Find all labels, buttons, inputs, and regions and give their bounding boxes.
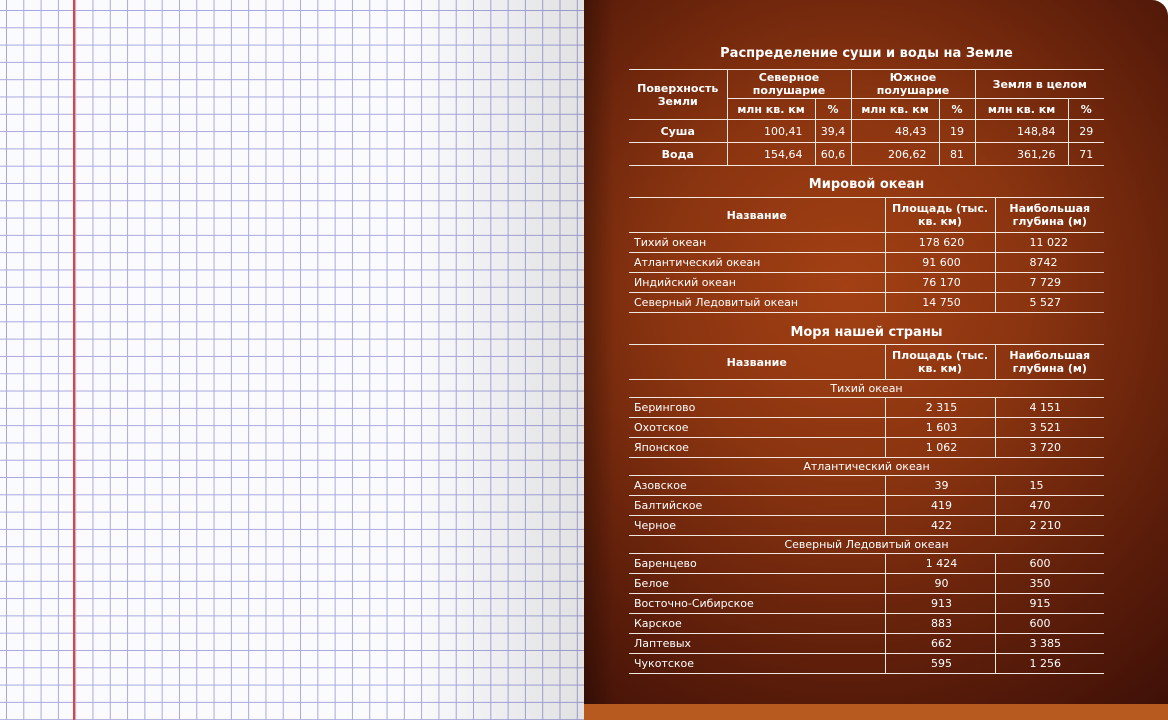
col-name-header: Название: [629, 198, 885, 233]
sea-depth: 3 521: [995, 418, 1104, 438]
table-row: [629, 594, 1104, 614]
table-row: [629, 293, 1104, 313]
seas-title: Моря нашей страны: [790, 325, 943, 340]
sea-depth: 4 151: [995, 398, 1104, 418]
ocean-depth: 8742: [995, 253, 1104, 273]
ocean-depth: 7 729: [995, 273, 1104, 293]
sea-depth: 1 256: [995, 654, 1104, 674]
unit-area-header: млн кв. км: [851, 99, 939, 120]
cell: 19: [939, 120, 975, 143]
table-row: [629, 496, 1104, 516]
table-row: [629, 654, 1104, 674]
unit-pct-header: %: [939, 99, 975, 120]
col-south-header: Южное полушарие: [851, 70, 975, 99]
sea-depth: 3 720: [995, 438, 1104, 458]
cell: 361,26: [975, 143, 1068, 166]
reference-cover-page: [584, 0, 1168, 720]
col-north-header: Северное полушарие: [727, 70, 851, 99]
sea-area: 1 424: [885, 554, 995, 574]
unit-area-header: млн кв. км: [727, 99, 815, 120]
cell: 48,43: [851, 120, 939, 143]
sea-depth: 3 385: [995, 634, 1104, 654]
col-depth-header: Наибольшая глубина (м): [995, 345, 1104, 380]
row-label: Вода: [629, 143, 727, 166]
table-row: [629, 516, 1104, 536]
table-row: [629, 634, 1104, 654]
red-margin-line: [73, 0, 75, 720]
table-row: [629, 554, 1104, 574]
unit-pct-header: %: [815, 99, 851, 120]
cell: 71: [1068, 143, 1104, 166]
group-row: [629, 458, 1104, 476]
seas-table: [629, 344, 1104, 674]
cell: 60,6: [815, 143, 851, 166]
sea-name: Чукотское: [629, 654, 885, 674]
ocean-name: Атлантический океан: [629, 253, 885, 273]
ocean-group-label: Тихий океан: [629, 380, 1104, 398]
sea-area: 883: [885, 614, 995, 634]
sea-area: 422: [885, 516, 995, 536]
cell: 29: [1068, 120, 1104, 143]
sea-name: Белое: [629, 574, 885, 594]
group-row: [629, 380, 1104, 398]
sea-area: 1 062: [885, 438, 995, 458]
sea-area: 913: [885, 594, 995, 614]
table-row: [629, 614, 1104, 634]
unit-area-header: млн кв. км: [975, 99, 1068, 120]
sea-name: Восточно-Сибирское: [629, 594, 885, 614]
col-name-header: Название: [629, 345, 885, 380]
col-area-header: Площадь (тыс. кв. км): [885, 198, 995, 233]
sea-area: 90: [885, 574, 995, 594]
sea-area: 1 603: [885, 418, 995, 438]
col-area-header: Площадь (тыс. кв. км): [885, 345, 995, 380]
table-row: [629, 574, 1104, 594]
group-row: [629, 536, 1104, 554]
row-label: Суша: [629, 120, 727, 143]
cell: 206,62: [851, 143, 939, 166]
cell: 154,64: [727, 143, 815, 166]
table-row: [629, 438, 1104, 458]
ocean-name: Индийский океан: [629, 273, 885, 293]
table-row: [629, 143, 1104, 166]
ocean-group-label: Северный Ледовитый океан: [629, 536, 1104, 554]
sea-name: Балтийское: [629, 496, 885, 516]
col-depth-header: Наибольшая глубина (м): [995, 198, 1104, 233]
table-row: [629, 418, 1104, 438]
bottom-edge-band: [584, 704, 1168, 720]
cell: 100,41: [727, 120, 815, 143]
col-surface-header: Поверхность Земли: [629, 70, 727, 120]
ocean-group-label: Атлантический океан: [629, 458, 1104, 476]
world-ocean-title: Мировой океан: [808, 177, 925, 192]
world-ocean-table: [629, 197, 1104, 313]
ocean-area: 178 620: [885, 233, 995, 253]
unit-pct-header: %: [1068, 99, 1104, 120]
sea-depth: 15: [995, 476, 1104, 496]
table-row: [629, 476, 1104, 496]
sea-area: 595: [885, 654, 995, 674]
table-row: [629, 273, 1104, 293]
ocean-name: Северный Ледовитый океан: [629, 293, 885, 313]
sea-area: 39: [885, 476, 995, 496]
sea-name: Баренцево: [629, 554, 885, 574]
ocean-name: Тихий океан: [629, 233, 885, 253]
table-row: [629, 398, 1104, 418]
table-row: [629, 120, 1104, 143]
sea-depth: 470: [995, 496, 1104, 516]
sea-area: 419: [885, 496, 995, 516]
sea-name: Японское: [629, 438, 885, 458]
sea-name: Азовское: [629, 476, 885, 496]
sea-depth: 600: [995, 614, 1104, 634]
cell: 148,84: [975, 120, 1068, 143]
ocean-area: 91 600: [885, 253, 995, 273]
cell: 39,4: [815, 120, 851, 143]
sea-depth: 600: [995, 554, 1104, 574]
sea-name: Берингово: [629, 398, 885, 418]
sea-area: 2 315: [885, 398, 995, 418]
ocean-area: 14 750: [885, 293, 995, 313]
sea-depth: 350: [995, 574, 1104, 594]
sea-name: Черное: [629, 516, 885, 536]
ocean-depth: 5 527: [995, 293, 1104, 313]
sea-depth: 915: [995, 594, 1104, 614]
table-row: [629, 253, 1104, 273]
table-row: [629, 233, 1104, 253]
sea-name: Лаптевых: [629, 634, 885, 654]
land-water-table: [629, 69, 1104, 166]
ocean-depth: 11 022: [995, 233, 1104, 253]
sea-name: Охотское: [629, 418, 885, 438]
cell: 81: [939, 143, 975, 166]
sea-area: 662: [885, 634, 995, 654]
col-earth-header: Земля в целом: [975, 70, 1104, 99]
ocean-area: 76 170: [885, 273, 995, 293]
sea-depth: 2 210: [995, 516, 1104, 536]
land-water-title: Распределение суши и воды на Земле: [720, 46, 1013, 61]
sea-name: Карское: [629, 614, 885, 634]
